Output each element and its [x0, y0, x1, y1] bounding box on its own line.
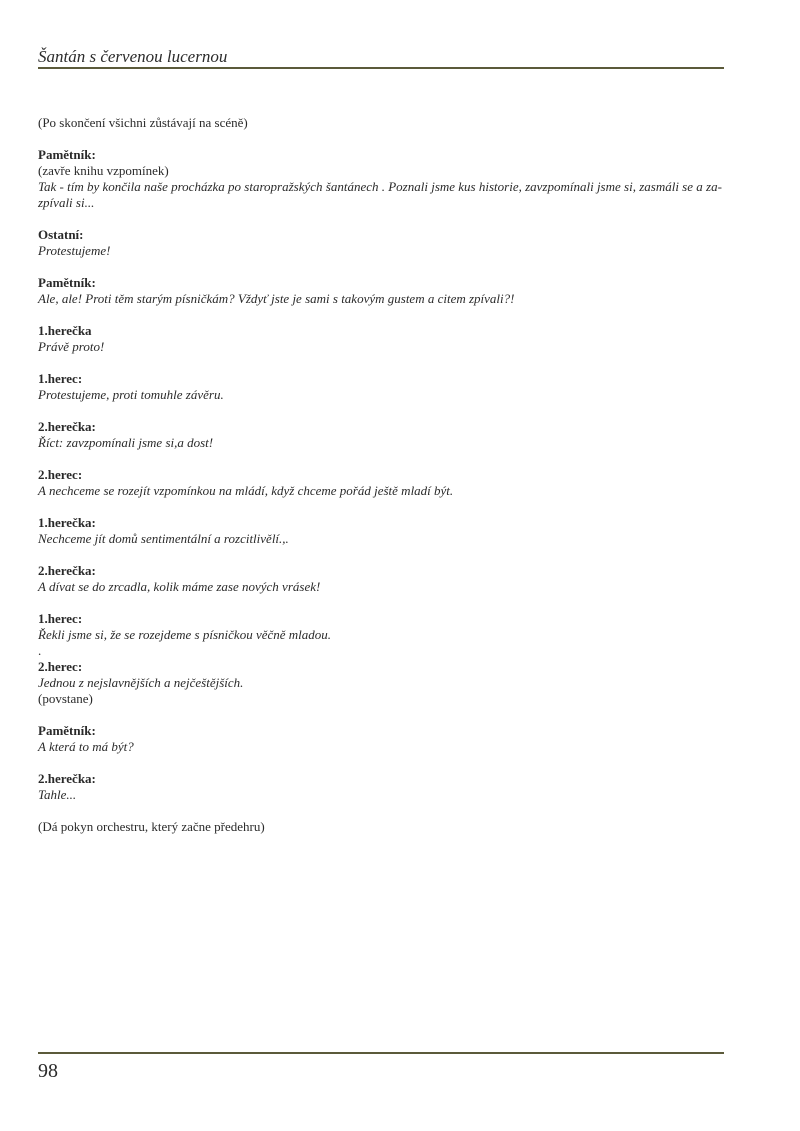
- speech-line: zpívali si...: [38, 195, 95, 210]
- speech-line: Nechceme jít domů sentimentální a rozcitlivělí.,.: [38, 531, 289, 546]
- speech-line: Protestujeme!: [38, 243, 111, 258]
- speech-line: Říct: zavzpomínali jsme si,a dost!: [38, 435, 214, 450]
- page-number: 98: [38, 1060, 58, 1082]
- stage-direction: (Dá pokyn orchestru, který začne předehru): [38, 819, 265, 834]
- speaker-name: Pamětník:: [38, 275, 96, 290]
- speaker-name: Ostatní:: [38, 227, 84, 242]
- speech-line: A dívat se do zrcadla, kolik máme zase nových vrásek!: [38, 579, 321, 594]
- speaker-name: 2.herec:: [38, 467, 83, 482]
- speaker-name: 2.herečka:: [38, 419, 96, 434]
- speech-line: A nechceme se rozejít vzpomínkou na mládí, když chceme pořád ještě mladí být.: [38, 483, 454, 498]
- speech-line: Řekli jsme si, že se rozejdeme s písničkou věčně mladou.: [38, 627, 332, 642]
- stage-direction: (Po skončení všichni zůstávají na scéně): [38, 115, 248, 130]
- speech-line: Jednou z nejslavnějších a nejčeštějších.: [38, 675, 244, 690]
- speech-line: Právě proto!: [38, 339, 105, 354]
- stage-direction: (zavře knihu vzpomínek): [38, 163, 169, 178]
- speaker-name: 1.herečka: [38, 323, 92, 338]
- speaker-name: 2.herečka:: [38, 563, 96, 578]
- speaker-name: Pamětník:: [38, 147, 96, 162]
- script-text: [38, 115, 728, 835]
- stage-direction: (povstane): [38, 691, 93, 706]
- speech-line: Protestujeme, proti tomuhle závěru.: [38, 387, 224, 402]
- speech-line: Tak - tím by končila naše procházka po staropražských šantánech . Poznali jsme kus historie, zavzpomínali jsme si, zasmáli se a za-: [38, 179, 722, 194]
- header-rule: [38, 67, 724, 69]
- speech-line: Ale, ale! Proti těm starým písničkám? Vždyť jste je sami s takovým gustem a citem zpívali?!: [38, 291, 515, 306]
- speaker-name: 1.herec:: [38, 611, 83, 626]
- speech-line: A která to má být?: [38, 739, 134, 754]
- speaker-name: 2.herec:: [38, 659, 83, 674]
- running-header-title: Šantán s červenou lucernou: [38, 47, 228, 66]
- speaker-name: 2.herečka:: [38, 771, 96, 786]
- speaker-name: Pamětník:: [38, 723, 96, 738]
- speaker-name: 1.herec:: [38, 371, 83, 386]
- footer-rule: [38, 1052, 724, 1054]
- speaker-name: 1.herečka:: [38, 515, 96, 530]
- stray-dot: .: [38, 643, 42, 658]
- speech-line: Tahle...: [38, 787, 77, 802]
